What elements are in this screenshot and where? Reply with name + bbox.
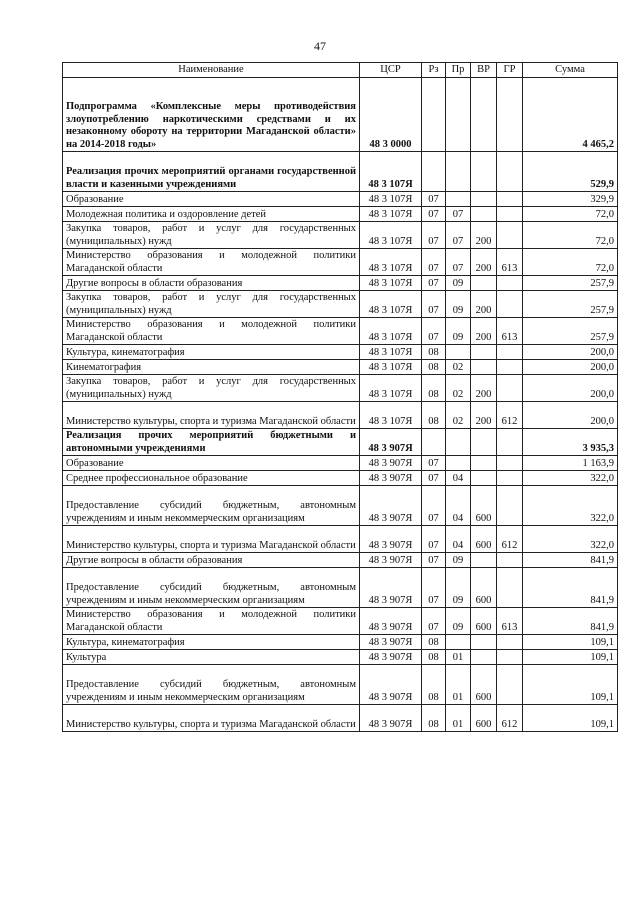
- cell-csr: 48 3 107Я: [360, 192, 422, 207]
- cell-csr: 48 3 907Я: [360, 471, 422, 486]
- cell-vr: [471, 635, 497, 650]
- cell-name: Министерство образования и молодежной политики Магаданской области: [63, 318, 360, 345]
- cell-rz: 07: [422, 291, 446, 318]
- cell-rz: 08: [422, 635, 446, 650]
- cell-sum: 109,1: [523, 665, 618, 705]
- cell-sum: 200,0: [523, 402, 618, 429]
- cell-gr: [497, 375, 523, 402]
- table-row: [63, 471, 618, 486]
- cell-csr: 48 3 107Я: [360, 291, 422, 318]
- cell-csr: 48 3 907Я: [360, 456, 422, 471]
- cell-name: Культура, кинематография: [63, 635, 360, 650]
- cell-rz: 07: [422, 192, 446, 207]
- table-row: [63, 318, 618, 345]
- cell-pr: 09: [446, 276, 471, 291]
- cell-sum: 109,1: [523, 650, 618, 665]
- table-row: [63, 526, 618, 553]
- table-row: [63, 705, 618, 732]
- cell-rz: 08: [422, 650, 446, 665]
- cell-name: Закупка товаров, работ и услуг для государственных (муниципальных) нужд: [63, 375, 360, 402]
- cell-rz: 07: [422, 222, 446, 249]
- cell-gr: 613: [497, 318, 523, 345]
- cell-csr: 48 3 107Я: [360, 345, 422, 360]
- cell-csr: 48 3 907Я: [360, 650, 422, 665]
- cell-name: Другие вопросы в области образования: [63, 553, 360, 568]
- cell-name: Образование: [63, 456, 360, 471]
- cell-gr: [497, 192, 523, 207]
- cell-sum: 257,9: [523, 291, 618, 318]
- cell-csr: 48 3 907Я: [360, 526, 422, 553]
- cell-pr: 01: [446, 650, 471, 665]
- cell-vr: 200: [471, 222, 497, 249]
- cell-rz: 07: [422, 553, 446, 568]
- table-row: [63, 249, 618, 276]
- table-row: [63, 291, 618, 318]
- cell-gr: [497, 471, 523, 486]
- cell-sum: 72,0: [523, 222, 618, 249]
- cell-name: Реализация прочих мероприятий бюджетными и автономными учреждениями: [63, 429, 360, 456]
- cell-pr: 09: [446, 608, 471, 635]
- cell-csr: 48 3 107Я: [360, 360, 422, 375]
- table-row: [63, 152, 618, 192]
- cell-pr: 09: [446, 568, 471, 608]
- table-row: [63, 222, 618, 249]
- cell-vr: [471, 650, 497, 665]
- cell-gr: 612: [497, 526, 523, 553]
- cell-csr: 48 3 107Я: [360, 318, 422, 345]
- cell-name: Молодежная политика и оздоровление детей: [63, 207, 360, 222]
- cell-name: Министерство культуры, спорта и туризма Магаданской области: [63, 526, 360, 553]
- table-row: [63, 665, 618, 705]
- cell-vr: 200: [471, 375, 497, 402]
- cell-vr: 200: [471, 402, 497, 429]
- cell-rz: 07: [422, 456, 446, 471]
- cell-name: Культура: [63, 650, 360, 665]
- cell-csr: 48 3 907Я: [360, 568, 422, 608]
- cell-gr: 612: [497, 402, 523, 429]
- cell-vr: [471, 456, 497, 471]
- cell-rz: 08: [422, 705, 446, 732]
- cell-sum: 72,0: [523, 249, 618, 276]
- cell-gr: [497, 78, 523, 152]
- cell-pr: 09: [446, 553, 471, 568]
- cell-sum: 109,1: [523, 705, 618, 732]
- cell-csr: 48 3 107Я: [360, 152, 422, 192]
- cell-vr: [471, 152, 497, 192]
- cell-name: Подпрограмма «Комплексные меры противодействия злоупотреблению наркотическими средствами и их незаконному обороту на территории Магаданской области» на 2014-2018 годы»: [63, 78, 360, 152]
- cell-vr: [471, 429, 497, 456]
- cell-vr: [471, 192, 497, 207]
- cell-rz: 08: [422, 345, 446, 360]
- cell-gr: [497, 152, 523, 192]
- cell-name: Кинематография: [63, 360, 360, 375]
- cell-sum: 322,0: [523, 486, 618, 526]
- cell-csr: 48 3 907Я: [360, 665, 422, 705]
- cell-pr: [446, 192, 471, 207]
- cell-gr: [497, 360, 523, 375]
- cell-gr: 613: [497, 608, 523, 635]
- cell-pr: 04: [446, 486, 471, 526]
- cell-vr: [471, 345, 497, 360]
- cell-csr: 48 3 107Я: [360, 402, 422, 429]
- cell-name: Культура, кинематография: [63, 345, 360, 360]
- cell-csr: 48 3 907Я: [360, 608, 422, 635]
- cell-rz: 07: [422, 249, 446, 276]
- cell-csr: 48 3 0000: [360, 78, 422, 152]
- table-row: [63, 192, 618, 207]
- cell-pr: [446, 456, 471, 471]
- cell-gr: [497, 553, 523, 568]
- cell-vr: 600: [471, 526, 497, 553]
- cell-pr: 01: [446, 705, 471, 732]
- header-vr: ВР: [471, 63, 497, 78]
- cell-vr: 200: [471, 291, 497, 318]
- cell-name: Министерство культуры, спорта и туризма Магаданской области: [63, 402, 360, 429]
- cell-gr: [497, 207, 523, 222]
- cell-rz: 07: [422, 471, 446, 486]
- table-row: [63, 553, 618, 568]
- cell-gr: 613: [497, 249, 523, 276]
- cell-name: Предоставление субсидий бюджетным, автономным учреждениям и иным некоммерческим организациям: [63, 568, 360, 608]
- cell-sum: 200,0: [523, 360, 618, 375]
- table-row: [63, 360, 618, 375]
- cell-pr: [446, 635, 471, 650]
- cell-vr: [471, 276, 497, 291]
- cell-rz: 07: [422, 486, 446, 526]
- cell-vr: [471, 207, 497, 222]
- cell-name: Министерство образования и молодежной политики Магаданской области: [63, 608, 360, 635]
- cell-gr: [497, 650, 523, 665]
- cell-vr: 600: [471, 705, 497, 732]
- cell-csr: 48 3 107Я: [360, 207, 422, 222]
- cell-pr: 07: [446, 207, 471, 222]
- cell-sum: 1 163,9: [523, 456, 618, 471]
- cell-gr: [497, 276, 523, 291]
- cell-vr: [471, 553, 497, 568]
- table-row: [63, 608, 618, 635]
- cell-name: Министерство культуры, спорта и туризма Магаданской области: [63, 705, 360, 732]
- table-row: [63, 635, 618, 650]
- cell-vr: 600: [471, 568, 497, 608]
- cell-pr: 02: [446, 360, 471, 375]
- cell-rz: 08: [422, 360, 446, 375]
- cell-rz: 07: [422, 568, 446, 608]
- cell-rz: 07: [422, 276, 446, 291]
- cell-csr: 48 3 907Я: [360, 705, 422, 732]
- header-name: Наименование: [63, 63, 360, 78]
- cell-pr: 02: [446, 375, 471, 402]
- cell-pr: 04: [446, 471, 471, 486]
- cell-pr: 04: [446, 526, 471, 553]
- cell-name: Министерство образования и молодежной политики Магаданской области: [63, 249, 360, 276]
- cell-pr: [446, 345, 471, 360]
- cell-vr: [471, 78, 497, 152]
- cell-rz: 07: [422, 608, 446, 635]
- cell-sum: 257,9: [523, 276, 618, 291]
- cell-csr: 48 3 907Я: [360, 486, 422, 526]
- cell-vr: 600: [471, 486, 497, 526]
- cell-vr: 600: [471, 665, 497, 705]
- cell-vr: [471, 360, 497, 375]
- cell-gr: [497, 486, 523, 526]
- table-row: [63, 78, 618, 152]
- page-number: 47: [314, 39, 326, 53]
- cell-csr: 48 3 907Я: [360, 635, 422, 650]
- cell-csr: 48 3 107Я: [360, 249, 422, 276]
- cell-name: Другие вопросы в области образования: [63, 276, 360, 291]
- table-body: [63, 78, 618, 732]
- cell-sum: 329,9: [523, 192, 618, 207]
- cell-gr: [497, 635, 523, 650]
- table-row: [63, 486, 618, 526]
- cell-csr: 48 3 907Я: [360, 429, 422, 456]
- cell-vr: 600: [471, 608, 497, 635]
- cell-rz: [422, 152, 446, 192]
- cell-sum: 4 465,2: [523, 78, 618, 152]
- table-row: [63, 345, 618, 360]
- cell-sum: 841,9: [523, 568, 618, 608]
- cell-sum: 72,0: [523, 207, 618, 222]
- cell-name: Среднее профессиональное образование: [63, 471, 360, 486]
- cell-sum: 109,1: [523, 635, 618, 650]
- cell-csr: 48 3 107Я: [360, 375, 422, 402]
- cell-pr: 02: [446, 402, 471, 429]
- cell-sum: 841,9: [523, 608, 618, 635]
- cell-gr: [497, 568, 523, 608]
- cell-sum: 529,9: [523, 152, 618, 192]
- table-row: [63, 375, 618, 402]
- cell-sum: 257,9: [523, 318, 618, 345]
- header-gr: ГР: [497, 63, 523, 78]
- cell-pr: [446, 78, 471, 152]
- table-row: [63, 402, 618, 429]
- cell-csr: 48 3 107Я: [360, 222, 422, 249]
- header-csr: ЦСР: [360, 63, 422, 78]
- cell-pr: 09: [446, 291, 471, 318]
- cell-sum: 200,0: [523, 345, 618, 360]
- cell-pr: 07: [446, 222, 471, 249]
- cell-gr: [497, 456, 523, 471]
- cell-pr: 09: [446, 318, 471, 345]
- cell-name: Закупка товаров, работ и услуг для государственных (муниципальных) нужд: [63, 291, 360, 318]
- cell-gr: [497, 222, 523, 249]
- header-pr: Пр: [446, 63, 471, 78]
- cell-pr: [446, 429, 471, 456]
- cell-pr: 01: [446, 665, 471, 705]
- table-row: [63, 650, 618, 665]
- cell-rz: 08: [422, 402, 446, 429]
- cell-rz: 08: [422, 665, 446, 705]
- header-rz: Рз: [422, 63, 446, 78]
- cell-vr: 200: [471, 318, 497, 345]
- budget-table: [62, 62, 618, 732]
- cell-csr: 48 3 107Я: [360, 276, 422, 291]
- cell-pr: 07: [446, 249, 471, 276]
- cell-name: Закупка товаров, работ и услуг для государственных (муниципальных) нужд: [63, 222, 360, 249]
- cell-gr: [497, 345, 523, 360]
- cell-name: Предоставление субсидий бюджетным, автономным учреждениям и иным некоммерческим организациям: [63, 665, 360, 705]
- cell-sum: 3 935,3: [523, 429, 618, 456]
- cell-sum: 322,0: [523, 471, 618, 486]
- cell-sum: 322,0: [523, 526, 618, 553]
- cell-sum: 200,0: [523, 375, 618, 402]
- cell-csr: 48 3 907Я: [360, 553, 422, 568]
- table-row: [63, 276, 618, 291]
- cell-rz: [422, 429, 446, 456]
- cell-vr: [471, 471, 497, 486]
- table-row: [63, 568, 618, 608]
- table-row: [63, 429, 618, 456]
- cell-gr: [497, 291, 523, 318]
- table-row: [63, 207, 618, 222]
- cell-gr: [497, 665, 523, 705]
- cell-rz: 07: [422, 207, 446, 222]
- header-sum: Сумма: [523, 63, 618, 78]
- cell-rz: 07: [422, 526, 446, 553]
- cell-rz: 07: [422, 318, 446, 345]
- table-row: [63, 456, 618, 471]
- cell-gr: [497, 429, 523, 456]
- cell-name: Реализация прочих мероприятий органами государственной власти и казенными учреждениями: [63, 152, 360, 192]
- cell-vr: 200: [471, 249, 497, 276]
- cell-sum: 841,9: [523, 553, 618, 568]
- cell-pr: [446, 152, 471, 192]
- cell-gr: 612: [497, 705, 523, 732]
- cell-name: Образование: [63, 192, 360, 207]
- table-header-row: [63, 63, 618, 78]
- cell-rz: 08: [422, 375, 446, 402]
- cell-rz: [422, 78, 446, 152]
- cell-name: Предоставление субсидий бюджетным, автономным учреждениям и иным некоммерческим организациям: [63, 486, 360, 526]
